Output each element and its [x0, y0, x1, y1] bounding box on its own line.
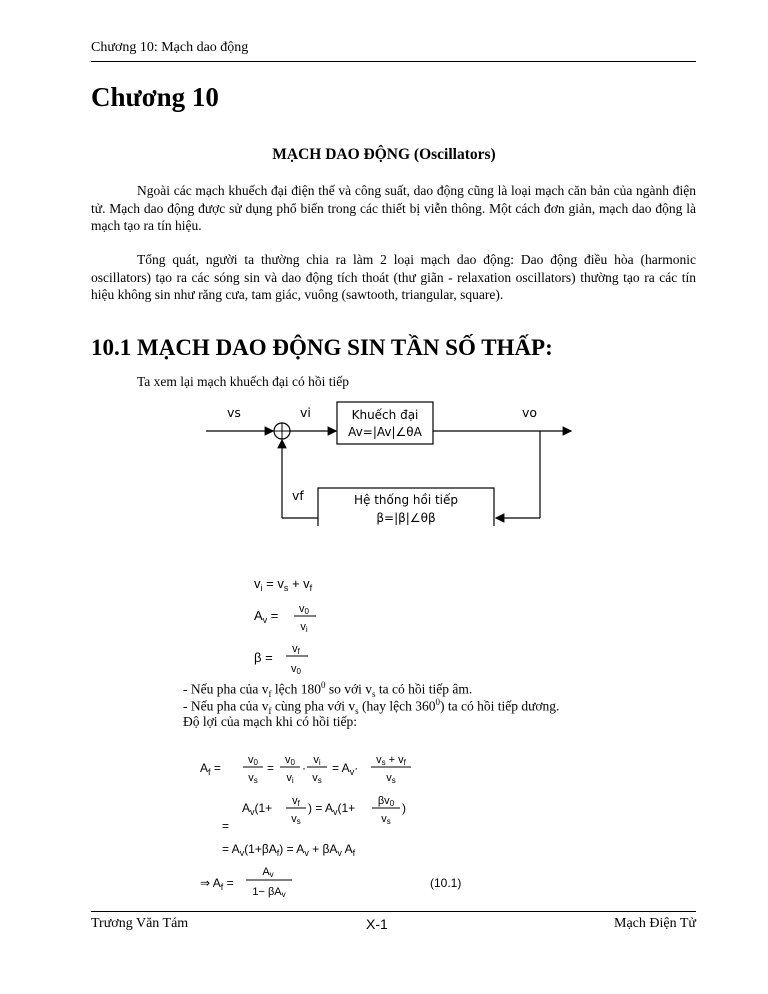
note-negative-feedback: - Nếu pha của $v_f$ lệch $180^0$ so với $v_s$ ta có hồi tiếp âm. [183, 680, 473, 700]
svg-text:vs: vs [386, 772, 396, 785]
svg-text:Af =: $A_f$ = [200, 761, 221, 777]
svg-text:v0: v0 [285, 754, 295, 767]
section-title: 10.1 MẠCH DAO ĐỘNG SIN TẦN SỐ THẤP: [91, 335, 553, 360]
eq-av-lhs: $A_v$ = [254, 608, 279, 625]
eq-vi: $v_i = v_s + v_f$ [254, 576, 313, 593]
footer-page-number: X-1 [366, 916, 388, 932]
feedback-title: Hệ thống hồi tiếp [353, 493, 459, 507]
paragraph-intro-text: Ngoài các mạch khuếch đại điện thế và công suất, dao động cũng là loại mạch căn bản của ngành điện tử. Mạch dao động được sử dụng phổ biến trong các thiết bị viễn thông. Một cách đơn giản, mạch dao động là mạch tạo ra tín hiệu. [91, 183, 696, 233]
svg-text:vi: vi [300, 621, 308, 634]
svg-text:v0: v0 [291, 663, 301, 676]
svg-text:Av(1+: $A_v(1+$ [242, 801, 273, 817]
svg-text:) = Av(1+: ) = $A_v(1+$ [308, 801, 356, 817]
paragraph-types [91, 251, 696, 304]
svg-text:v0: v0 [248, 754, 258, 767]
gain-intro: Độ lợi của mạch khi có hồi tiếp: [183, 714, 357, 729]
running-header: Chương 10: Mạch dao động [91, 40, 249, 55]
section-intro: Ta xem lại mạch khuếch đại có hồi tiếp [137, 374, 349, 389]
amplifier-formula: Av=|Av|∠θA [348, 425, 422, 439]
label-vs: vs [227, 405, 241, 420]
paragraph-types-text: Tổng quát, người ta thường chia ra làm 2 loại mạch dao động: Dao động điều hòa (harmonic oscillators) tạo ra các sóng sin và dao động tích thoát (thư giãn - relaxation oscillators) thường tạo ra các tín hiệu không sin như răng cưa, tam giác, vuông (sawtooth, triangular, square). [91, 252, 696, 302]
svg-text:Av: Av [262, 866, 274, 879]
svg-text:=: = [267, 761, 275, 775]
svg-text:⇒ Af =: ⇒ $A_f$ = [200, 876, 234, 892]
svg-text:vs: vs [312, 772, 322, 785]
svg-text:·: · [302, 761, 306, 775]
svg-text:1− βAv: 1− βAv [252, 886, 286, 899]
note-positive-feedback: - Nếu pha của $v_f$ cùng pha với $v_s$ (hay lệch $360^0$) ta có hồi tiếp dương. [183, 697, 560, 717]
feedback-formula: β=|β|∠θβ [376, 511, 436, 525]
svg-text:vs: vs [248, 772, 258, 785]
svg-text:=: = [222, 819, 230, 833]
chapter-title: Chương 10 [91, 82, 219, 112]
footer-rule [91, 911, 696, 912]
chapter-subtitle: MẠCH DAO ĐỘNG (Oscillators) [272, 146, 496, 163]
svg-text:= Av·: = $A_v\cdot$ [332, 761, 359, 777]
svg-text:vi: vi [286, 772, 294, 785]
svg-text:vf: vf [292, 795, 300, 808]
footer-author: Trương Văn Tám [91, 916, 189, 931]
equation-label: (10.1) [430, 876, 462, 890]
feedback-block-diagram [200, 396, 580, 526]
header-rule [91, 61, 696, 62]
footer-course: Mạch Điện Tử [614, 916, 696, 931]
gain-derivation [196, 742, 496, 902]
definition-equations [250, 560, 390, 680]
svg-text:βv0: βv0 [377, 795, 395, 808]
svg-text:= Av(1+βAf) = Av + βAv Af: = $A_v(1+\beta A_f) = A_v + \beta A_v$ $A_f$ [222, 842, 356, 858]
svg-text:vf: vf [292, 643, 300, 656]
paragraph-intro [91, 182, 696, 235]
svg-text:vs + vf: vs + vf [376, 754, 406, 767]
amplifier-title: Khuếch đại [351, 408, 419, 422]
label-vo: vo [522, 405, 538, 420]
label-vi: vi [300, 405, 311, 420]
svg-text:v0: v0 [299, 603, 309, 616]
eq-beta-lhs: β = [254, 650, 273, 665]
svg-text:): ) [402, 801, 406, 815]
svg-text:vi: vi [313, 754, 321, 767]
label-vf: vf [292, 488, 304, 503]
svg-text:vs: vs [381, 813, 391, 826]
svg-text:vs: vs [291, 813, 301, 826]
